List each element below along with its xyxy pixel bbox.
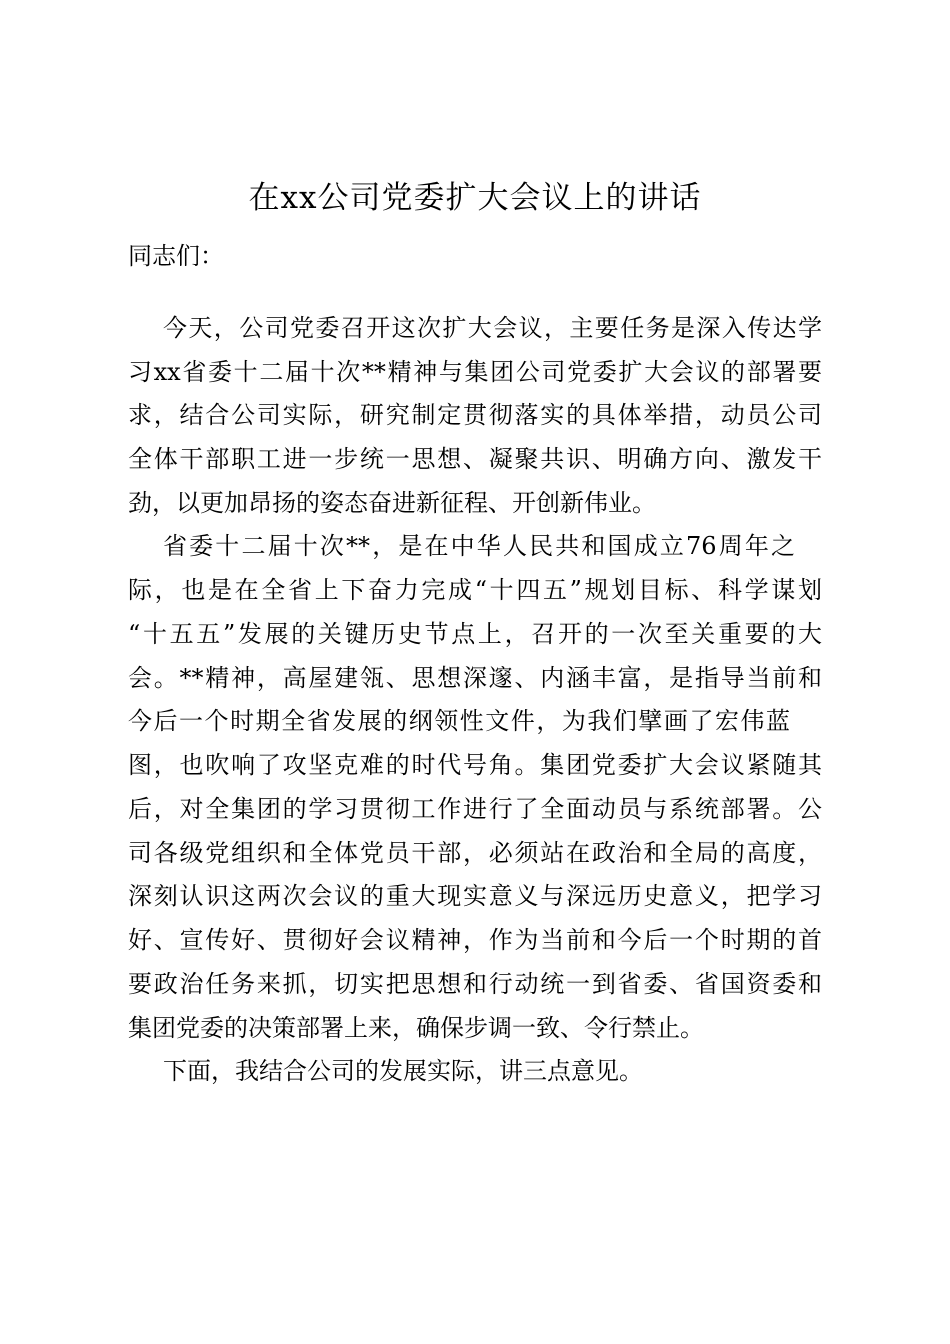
salutation: 同志们： [128,242,224,270]
text-line: 今天，公司党委召开这次扩大会议，主要任务是深入传达学 [163,314,822,342]
text-line: 集团党委的决策部署上来，确保步调一致、令行禁止。 [128,1014,704,1042]
text-line: 际，也是在全省上下奋力完成“十四五”规划目标、科学谋划 [128,576,822,604]
text-line: “十五五”发展的关键历史节点上，召开的一次至关重要的大 [128,620,822,648]
document-title: 在xx公司党委扩大会议上的讲话 [248,180,702,216]
text-line: 求，结合公司实际，研究制定贯彻落实的具体举措，动员公司 [128,401,822,429]
text-line: 后，对全集团的学习贯彻工作进行了全面动员与系统部署。公 [128,795,822,823]
text-line: 今后一个时期全省发展的纲领性文件，为我们擘画了宏伟蓝 [128,707,790,735]
text-line: 习xx省委十二届十次**精神与集团公司党委扩大会议的部署要 [128,358,822,386]
text-line: 要政治任务来抓，切实把思想和行动统一到省委、省国资委和 [128,970,822,998]
text-line: 图，也吹响了攻坚克难的时代号角。集团党委扩大会议紧随其 [128,751,822,779]
text-line: 深刻认识这两次会议的重大现实意义与深远历史意义，把学习 [128,882,822,910]
text-line: 全体干部职工进一步统一思想、凝聚共识、明确方向、激发干 [128,445,822,473]
text-line: 下面，我结合公司的发展实际，讲三点意见。 [163,1057,643,1085]
text-line: 好、宣传好、贯彻好会议精神，作为当前和今后一个时期的首 [128,926,822,954]
text-line: 省委十二届十次**，是在中华人民共和国成立76周年之 [163,532,795,560]
text-line: 司各级党组织和全体党员干部，必须站在政治和全局的高度， [128,839,822,867]
text-line: 会。**精神，高屋建瓴、思想深邃、内涵丰富，是指导当前和 [128,664,822,692]
text-line: 劲，以更加昂扬的姿态奋进新征程、开创新伟业。 [128,489,656,517]
